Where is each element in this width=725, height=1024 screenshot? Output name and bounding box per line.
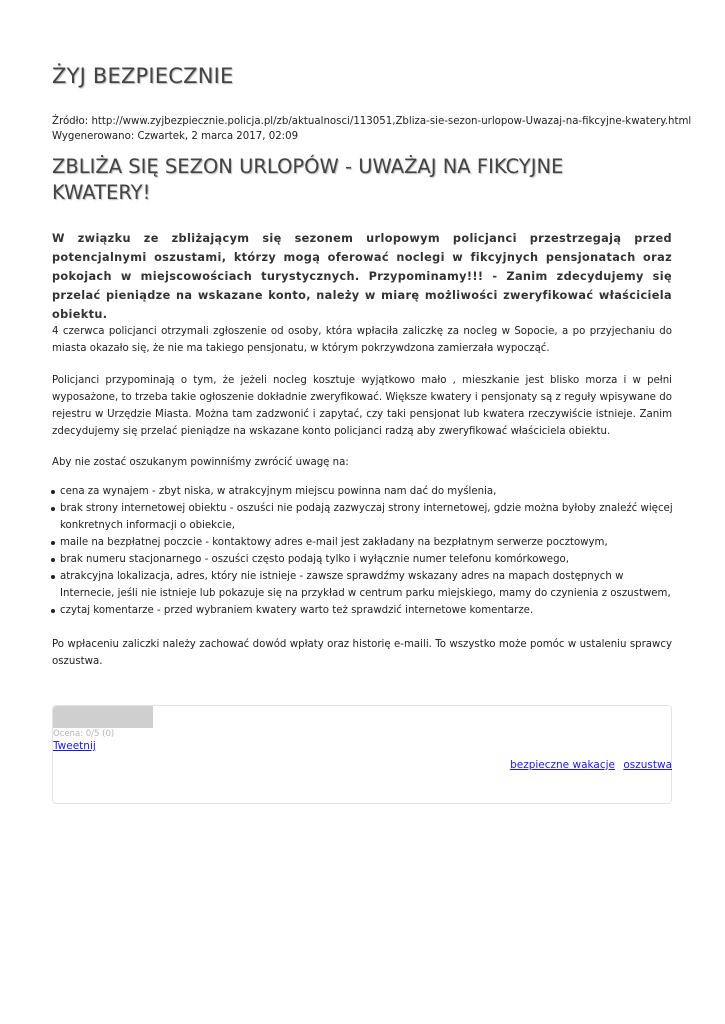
- tag-link-bezpieczne-wakacje[interactable]: bezpieczne wakacje: [510, 759, 615, 771]
- article-title: ZBLIŻA SIĘ SEZON URLOPÓW - UWAŻAJ NA FIKCYJNE KWATERY!: [52, 155, 564, 204]
- article-paragraph-4: Po wpłaceniu zaliczki należy zachować dowód wpłaty oraz historię e-maili. To wszystko może pomóc w ustaleniu sprawcy oszustwa.: [52, 639, 672, 667]
- site-title: ŻYJ BEZPIECZNIE: [52, 64, 234, 88]
- list-item: [52, 483, 674, 500]
- list-item: [52, 500, 674, 534]
- article-paragraph-1: 4 czerwca policjanci otrzymali zgłoszenie od osoby, która wpłaciła zaliczkę za nocleg w Sopocie, a po przyjechaniu do miasta okazało się, że nie ma takiego pensjonatu, w którym pokrzywdzona zamierzała wypocząć.: [52, 326, 672, 354]
- rating-text: Ocena: 0/5 (0): [53, 729, 115, 739]
- list-item-text: brak numeru stacjonarnego - oszuści często podają tylko i wyłącznie numer telefonu komórkowego,: [60, 554, 570, 565]
- list-item: [52, 551, 674, 568]
- list-item-text: atrakcyjna lokalizacja, adres, który nie istnieje - zawsze sprawdźmy wskazany adres na mapach dostępnych w Internecie, jeśli nie istnieje lub pokazuje się na przykład w centrum parku miejskiego, mamy do czynienia z oszustwem,: [60, 571, 671, 599]
- tag-link-oszustwa[interactable]: oszustwa: [623, 759, 672, 771]
- article-lead: W związku ze zbliżającym się sezonem urlopowym policjanci przestrzegają przed potencjalnymi oszustami, którzy mogą oferować noclegi w fikcyjnych pensjonatach oraz pokojach w miejscowościach turystycznych. Przypominamy!!! - Zanim zdecydujemy się przelać pieniądze na wskazane konto, należy w miarę możliwości zweryfikować właściciela obiektu.: [52, 232, 672, 321]
- article-paragraph-3: Aby nie zostać oszukanym powinniśmy zwrócić uwagę na:: [52, 457, 349, 468]
- article-paragraph-2: Policjanci przypominają o tym, że jeżeli nocleg kosztuje wyjątkowo mało , mieszkanie jest blisko morza i w pełni wyposażone, to trzeba takie ogłoszenie dokładnie zweryfikować. Większe kwatery i pensjonaty są z reguły wpisywane do rejestru w Urzędzie Miasta. Można tam zadzwonić i zapytać, czy taki pensjonat lub kwatera rzeczywiście istnieje. Zanim zdecydujemy się przelać pieniądze na wskazane konto policjanci radzą aby zweryfikować właściciela obiektu.: [52, 375, 672, 437]
- tag-list: [505, 759, 672, 771]
- list-item: [52, 568, 674, 602]
- meta-info: [52, 114, 691, 144]
- bullet-icon: [51, 558, 55, 562]
- generated-line: Wygenerowano: Czwartek, 2 marca 2017, 02:09: [52, 131, 299, 142]
- list-item: [52, 534, 674, 551]
- bullet-icon: [51, 609, 55, 613]
- list-item-text: czytaj komentarze - przed wybraniem kwatery warto też sprawdzić internetowe komentarze.: [60, 605, 534, 616]
- share-box: [52, 705, 672, 804]
- bullet-icon: [51, 490, 55, 494]
- warning-list: [52, 483, 674, 619]
- list-item: [52, 602, 674, 619]
- list-item-text: cena za wynajem - zbyt niska, w atrakcyjnym miejscu powinna nam dać do myślenia,: [60, 486, 497, 497]
- source-line: Źródło: http://www.zyjbezpiecznie.policja.pl/zb/aktualnosci/113051,Zbliza-sie-sezon-urlopow-Uwazaj-na-fikcyjne-kwatery.html: [52, 116, 692, 127]
- bullet-icon: [51, 575, 55, 579]
- rating-stars-widget[interactable]: [53, 706, 153, 728]
- bullet-icon: [51, 507, 55, 511]
- list-item-text: maile na bezpłatnej poczcie - kontaktowy adres e-mail jest zakładany na bezpłatnym serwerze pocztowym,: [60, 537, 608, 548]
- bullet-icon: [51, 541, 55, 545]
- list-item-text: brak strony internetowej obiektu - oszuści nie podają zazwyczaj strony internetowej, gdzie można byłoby znaleźć więcej konkretnych informacji o obiekcie,: [60, 503, 673, 531]
- tweet-link[interactable]: Tweetnij: [53, 740, 96, 752]
